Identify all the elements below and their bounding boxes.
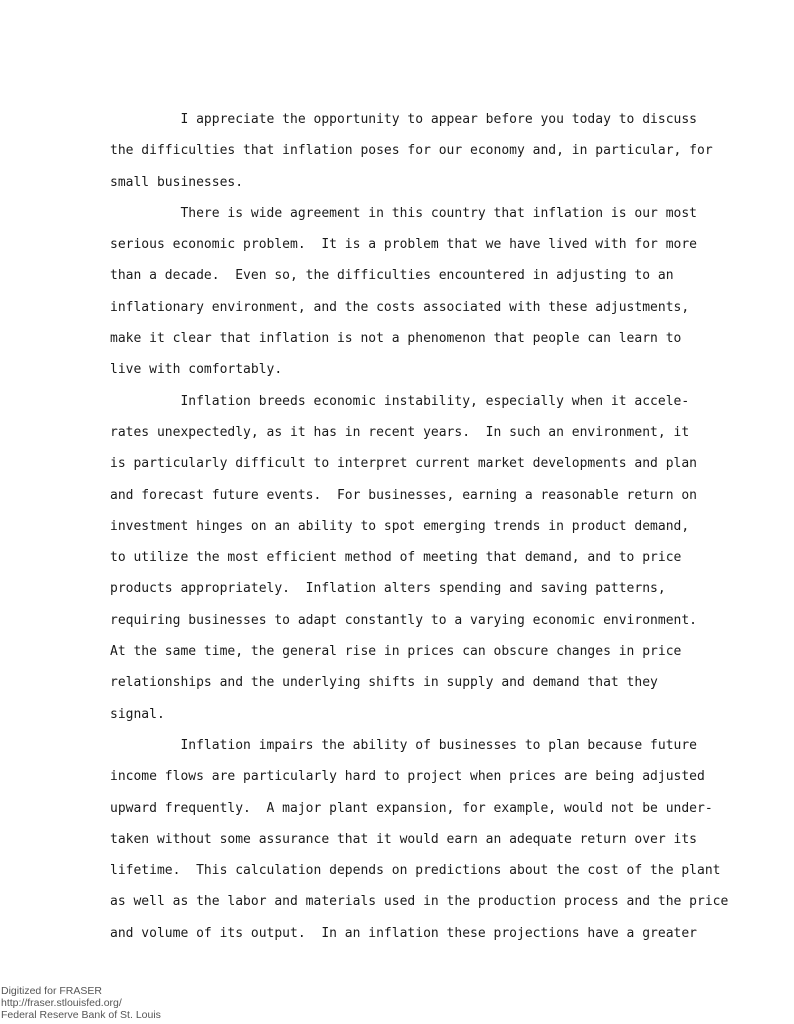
footer-url-link[interactable]: http://fraser.stlouisfed.org/	[1, 997, 122, 1009]
text-line: requiring businesses to adapt constantly to a varying economic environment.	[110, 612, 697, 628]
text-line: serious economic problem. It is a problem that we have lived with for more	[110, 237, 697, 253]
fraser-footer	[1, 985, 161, 1021]
text-line: rates unexpectedly, as it has in recent years. In such an environment, it	[110, 424, 690, 440]
text-line: is particularly difficult to interpret current market developments and plan	[110, 456, 697, 472]
text-line: Inflation impairs the ability of businesses to plan because future	[110, 737, 697, 753]
text-line: income flows are particularly hard to project when prices are being adjusted	[110, 769, 705, 785]
text-line: Inflation breeds economic instability, especially when it accele-	[110, 393, 690, 409]
text-line: There is wide agreement in this country that inflation is our most	[110, 205, 697, 221]
text-line: taken without some assurance that it would earn an adequate return over its	[110, 831, 697, 847]
text-line: At the same time, the general rise in prices can obscure changes in price	[110, 644, 682, 660]
text-line: signal.	[110, 706, 165, 722]
text-line: and forecast future events. For businesses, earning a reasonable return on	[110, 487, 697, 503]
footer-digitized-label: Digitized for FRASER	[1, 985, 102, 997]
text-line: inflationary environment, and the costs associated with these adjustments,	[110, 299, 690, 315]
text-line: to utilize the most efficient method of meeting that demand, and to price	[110, 550, 682, 566]
text-line: and volume of its output. In an inflation these projections have a greater	[110, 925, 697, 941]
text-line: small businesses.	[110, 174, 244, 190]
text-line: relationships and the underlying shifts in supply and demand that they	[110, 675, 658, 691]
text-line: lifetime. This calculation depends on predictions about the cost of the plant	[110, 863, 721, 879]
footer-institution-label: Federal Reserve Bank of St. Louis	[1, 1009, 161, 1021]
text-line: I appreciate the opportunity to appear before you today to discuss	[110, 112, 697, 127]
text-line: as well as the labor and materials used in the production process and the price	[110, 894, 729, 910]
text-line: than a decade. Even so, the difficulties encountered in adjusting to an	[110, 268, 674, 284]
text-line: upward frequently. A major plant expansion, for example, would not be under-	[110, 800, 713, 816]
text-line: investment hinges on an ability to spot emerging trends in product demand,	[110, 518, 690, 534]
text-line: live with comfortably.	[110, 362, 283, 378]
text-line: make it clear that inflation is not a phenomenon that people can learn to	[110, 331, 682, 347]
text-line: the difficulties that inflation poses for our economy and, in particular, for	[110, 143, 713, 159]
body-text	[110, 104, 730, 949]
text-line: products appropriately. Inflation alters spending and saving patterns,	[110, 581, 666, 597]
